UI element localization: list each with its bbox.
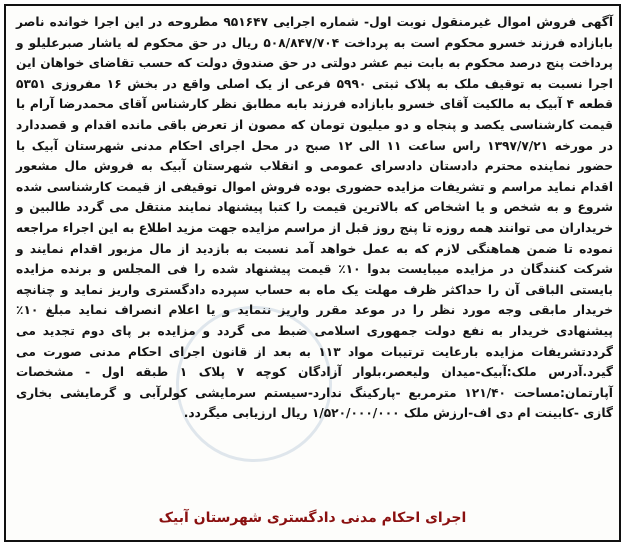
notice-frame <box>4 4 621 542</box>
notice-body: آگهی فروش اموال غیرمنقول نوبت اول- شماره اجرایی ۹۵۱۶۴۷ مطروحه در این اجرا خوانده ناصر بابازاده فرزند خسرو محکوم است به پرداخت ۵۰۸/۸۴۷/۷۰۴ ریال در حق محکوم له یاشار صبرعلیلو و پرداخت پنج درصد محکوم به بابت نیم عشر دولتی در حق صندوق دولت که حسب تقاضای خواهان این اجرا نسبت به توقیف ملک به پلاک ثبتی ۵۹۹۰ فرعی از یک اصلی واقع در بخش ۱۶ مفروزی ۵۳۵۱ قطعه ۴ آبیک به مالکیت آقای خسرو بابازاده فرزند بابه مطابق نظر کارشناس آقای محمدرضا آرام با قیمت کارشناسی یکصد و پنجاه و دو میلیون تومان که مصون از تعرض باقی مانده اقدام و قصددارد در مورخه ۱۳۹۷/۷/۲۱ راس ساعت ۱۱ الی ۱۲ صبح در محل اجرای احکام مدنی شهرستان آبیک با حضور نماینده محترم دادستان دادسرای عمومی و انقلاب شهرستان آبیک به فروش مال مشعور اقدام نماید مراسم و تشریفات مزایده حضوری بوده فروش اموال توقیفی از قیمت کارشناسی شده شروع و به شخص و یا اشخاص که بالاترین قیمت را کتبا پیشنهاد نمایند منتقل می گردد طالبین و خریداران می توانند همه روزه تا پنج روز قبل از مراسم مزایده جهت مزید اطلاع به این اجراء مراجعه نموده تا ضمن هماهنگی لازم که به عمل خواهد آمد نسبت به بازدید از مال مزبور اقدام نمایند و شرکت کنندگان در مزایده میبایست بدوا ۱۰٪ قیمت پیشنهاد شده را فی المجلس و برنده مزایده بایستی الباقی آن را حداکثر ظرف مهلت یک ماه به حساب سپرده دادگستری واریز نماید و چنانچه خریدار مابقی وجه مورد نظر را در موعد مقرر واریز ننماید و یا اعلام انصراف نماید مبلغ ۱۰٪ پیشنهادی خریدار به نفع دولت جمهوری اسلامی ضبط می گردد و مزایده بر پای دوم تجدید می گرددتشریفات مزایده بارعایت ترتیبات مواد ۱۱۳ به بعد از قانون اجرای احکام مدنی صورت می گیرد.آدرس ملک:آبیک-میدان ولیعصر،بلوار آزادگان کوچه ۷ پلاک ۱ طبقه اول - مشخصات آپارتمان:مساحت ۱۲۱/۴۰ مترمربع -پارکینگ ندارد-سیستم سرمایشی کولرآبی و گرمایشی بخاری گازی -کابینت ام دی اف-ارزش ملک ۱/۵۲۰/۰۰۰/۰۰۰ ریال ارزیابی میگردد. <box>16 15 614 421</box>
notice-footer-signature: اجرای احکام مدنی دادگستری شهرستان آبیک <box>158 510 467 526</box>
